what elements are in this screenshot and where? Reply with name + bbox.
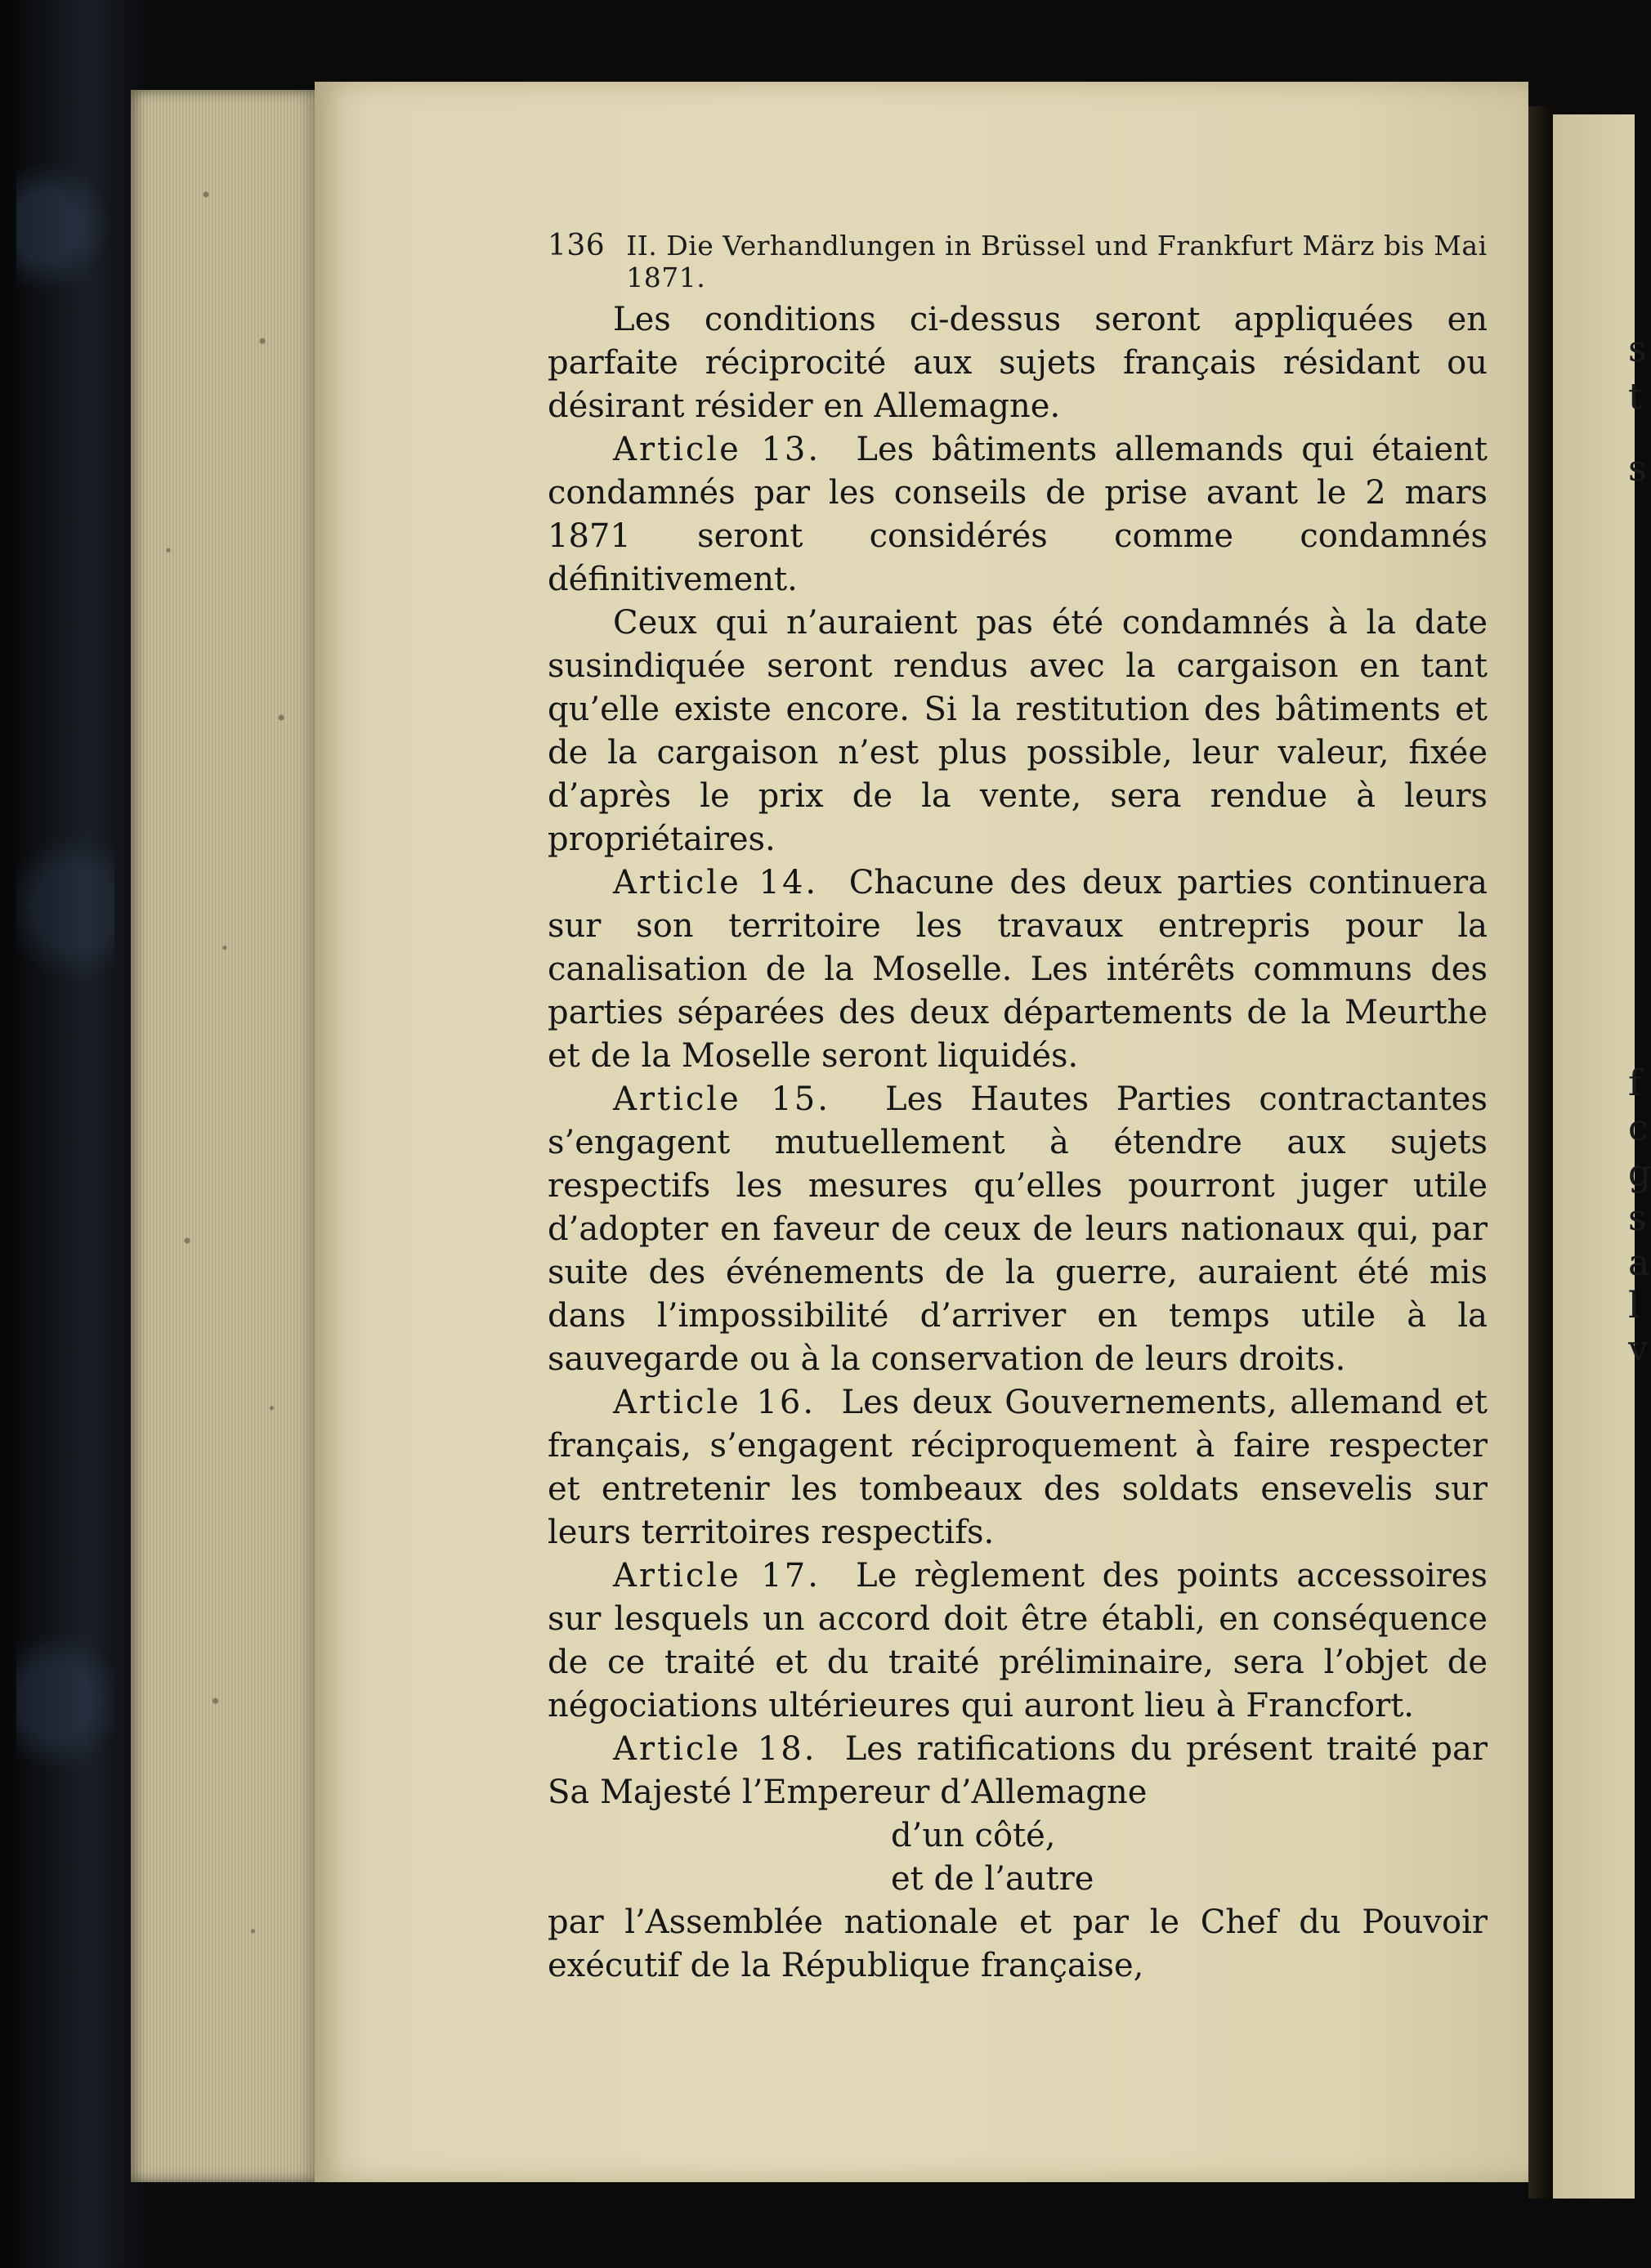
article-label: Article 15. [613, 1080, 830, 1118]
article-text: Le règlement des points accessoires sur lesquels un accord doit être établi, en conséquence de ce traité et du traité préliminaire, sera l’objet de négociations ultérieures qui auront lieu à Francfort. [548, 1557, 1488, 1724]
next-page-fragment: s [1628, 448, 1647, 490]
gutter [1528, 106, 1553, 2199]
article-text: Les deux Gouvernements, allemand et français, s’engagent réciproquement à faire respecter et entretenir les tombeaux des soldats ensevelis sur leurs territoires respectifs. [548, 1384, 1488, 1551]
next-page-fragment: f [1628, 1062, 1642, 1104]
article-text: Chacune des deux parties continuera sur son territoire les travaux entrepris pour la canalisation de la Moselle. Les intérêts communs des parties séparées des deux départements de la Meurthe et de la Moselle seront liquidés. [548, 864, 1488, 1075]
centered-line: et de l’autre [891, 1860, 1094, 1898]
next-page-fragment: t [1628, 376, 1643, 418]
article-label: Article 18. [613, 1730, 817, 1768]
paragraph: par l’Assemblée nationale et par le Chef du Pouvoir exécutif de la République française, [548, 1903, 1488, 1984]
article-16 [548, 1381, 1488, 1554]
next-page-fragment: l [1628, 1285, 1640, 1326]
article-15 [548, 1078, 1488, 1381]
paragraph: Ceux qui n’auraient pas été condamnés à la date susindiquée seront rendus avec la cargaison en tant qu’elle existe encore. Si la restitution des bâtiments et de la cargaison n’est plus possible, leur valeur, fixée d’après le prix de la vente, sera rendue à leurs propriétaires. [548, 604, 1488, 858]
next-page-fragment: c [1628, 1107, 1649, 1149]
article-text: Les bâtiments allemands qui étaient condamnés par les conseils de prise avant le 2 mars 1871 seront considérés comme condamnés définitivement. [548, 431, 1488, 598]
next-page-fragment: s [1628, 1197, 1647, 1239]
article-text: Les Hautes Parties contractantes s’engagent mutuellement à étendre aux sujets respectifs les mesures qu’elles pourront juger utile d’adopter en faveur de ceux de leurs nationaux qui, par suite des événements de la guerre, auraient été mis dans l’impossibilité d’arriver en temps utile à la sauvegarde ou à la conservation de leurs droits. [548, 1080, 1488, 1378]
page-number: 136 [548, 229, 606, 262]
running-head [548, 229, 1488, 293]
page-body [548, 298, 1488, 1988]
article-text: Les ratifications du présent traité par Sa Majesté l’Empereur d’Allemagne [548, 1730, 1488, 1811]
article-17 [548, 1554, 1488, 1728]
article-label: Article 13. [613, 431, 821, 468]
article-label: Article 17. [613, 1557, 821, 1595]
article-14 [548, 861, 1488, 1078]
next-page-edge [1553, 114, 1651, 2199]
running-title: II. Die Verhandlungen in Brüssel und Frankfurt März bis Mai 1871. [626, 230, 1488, 293]
next-page-fragment: a [1628, 1242, 1650, 1284]
book-binding [0, 0, 143, 2268]
article-13 [548, 428, 1488, 602]
article-18 [548, 1728, 1488, 1814]
next-page-fragment: g [1628, 1152, 1651, 1194]
page-edges [131, 90, 319, 2182]
paragraph: Les conditions ci-dessus seront appliquées en parfaite réciprocité aux sujets français résidant ou désirant résider en Allemagne. [548, 301, 1488, 425]
next-page-fragment: v [1628, 1328, 1649, 1370]
article-label: Article 16. [613, 1384, 817, 1421]
centered-line: d’un côté, [891, 1817, 1056, 1854]
next-page-fragment: s [1628, 329, 1647, 370]
article-label: Article 14. [613, 864, 819, 901]
